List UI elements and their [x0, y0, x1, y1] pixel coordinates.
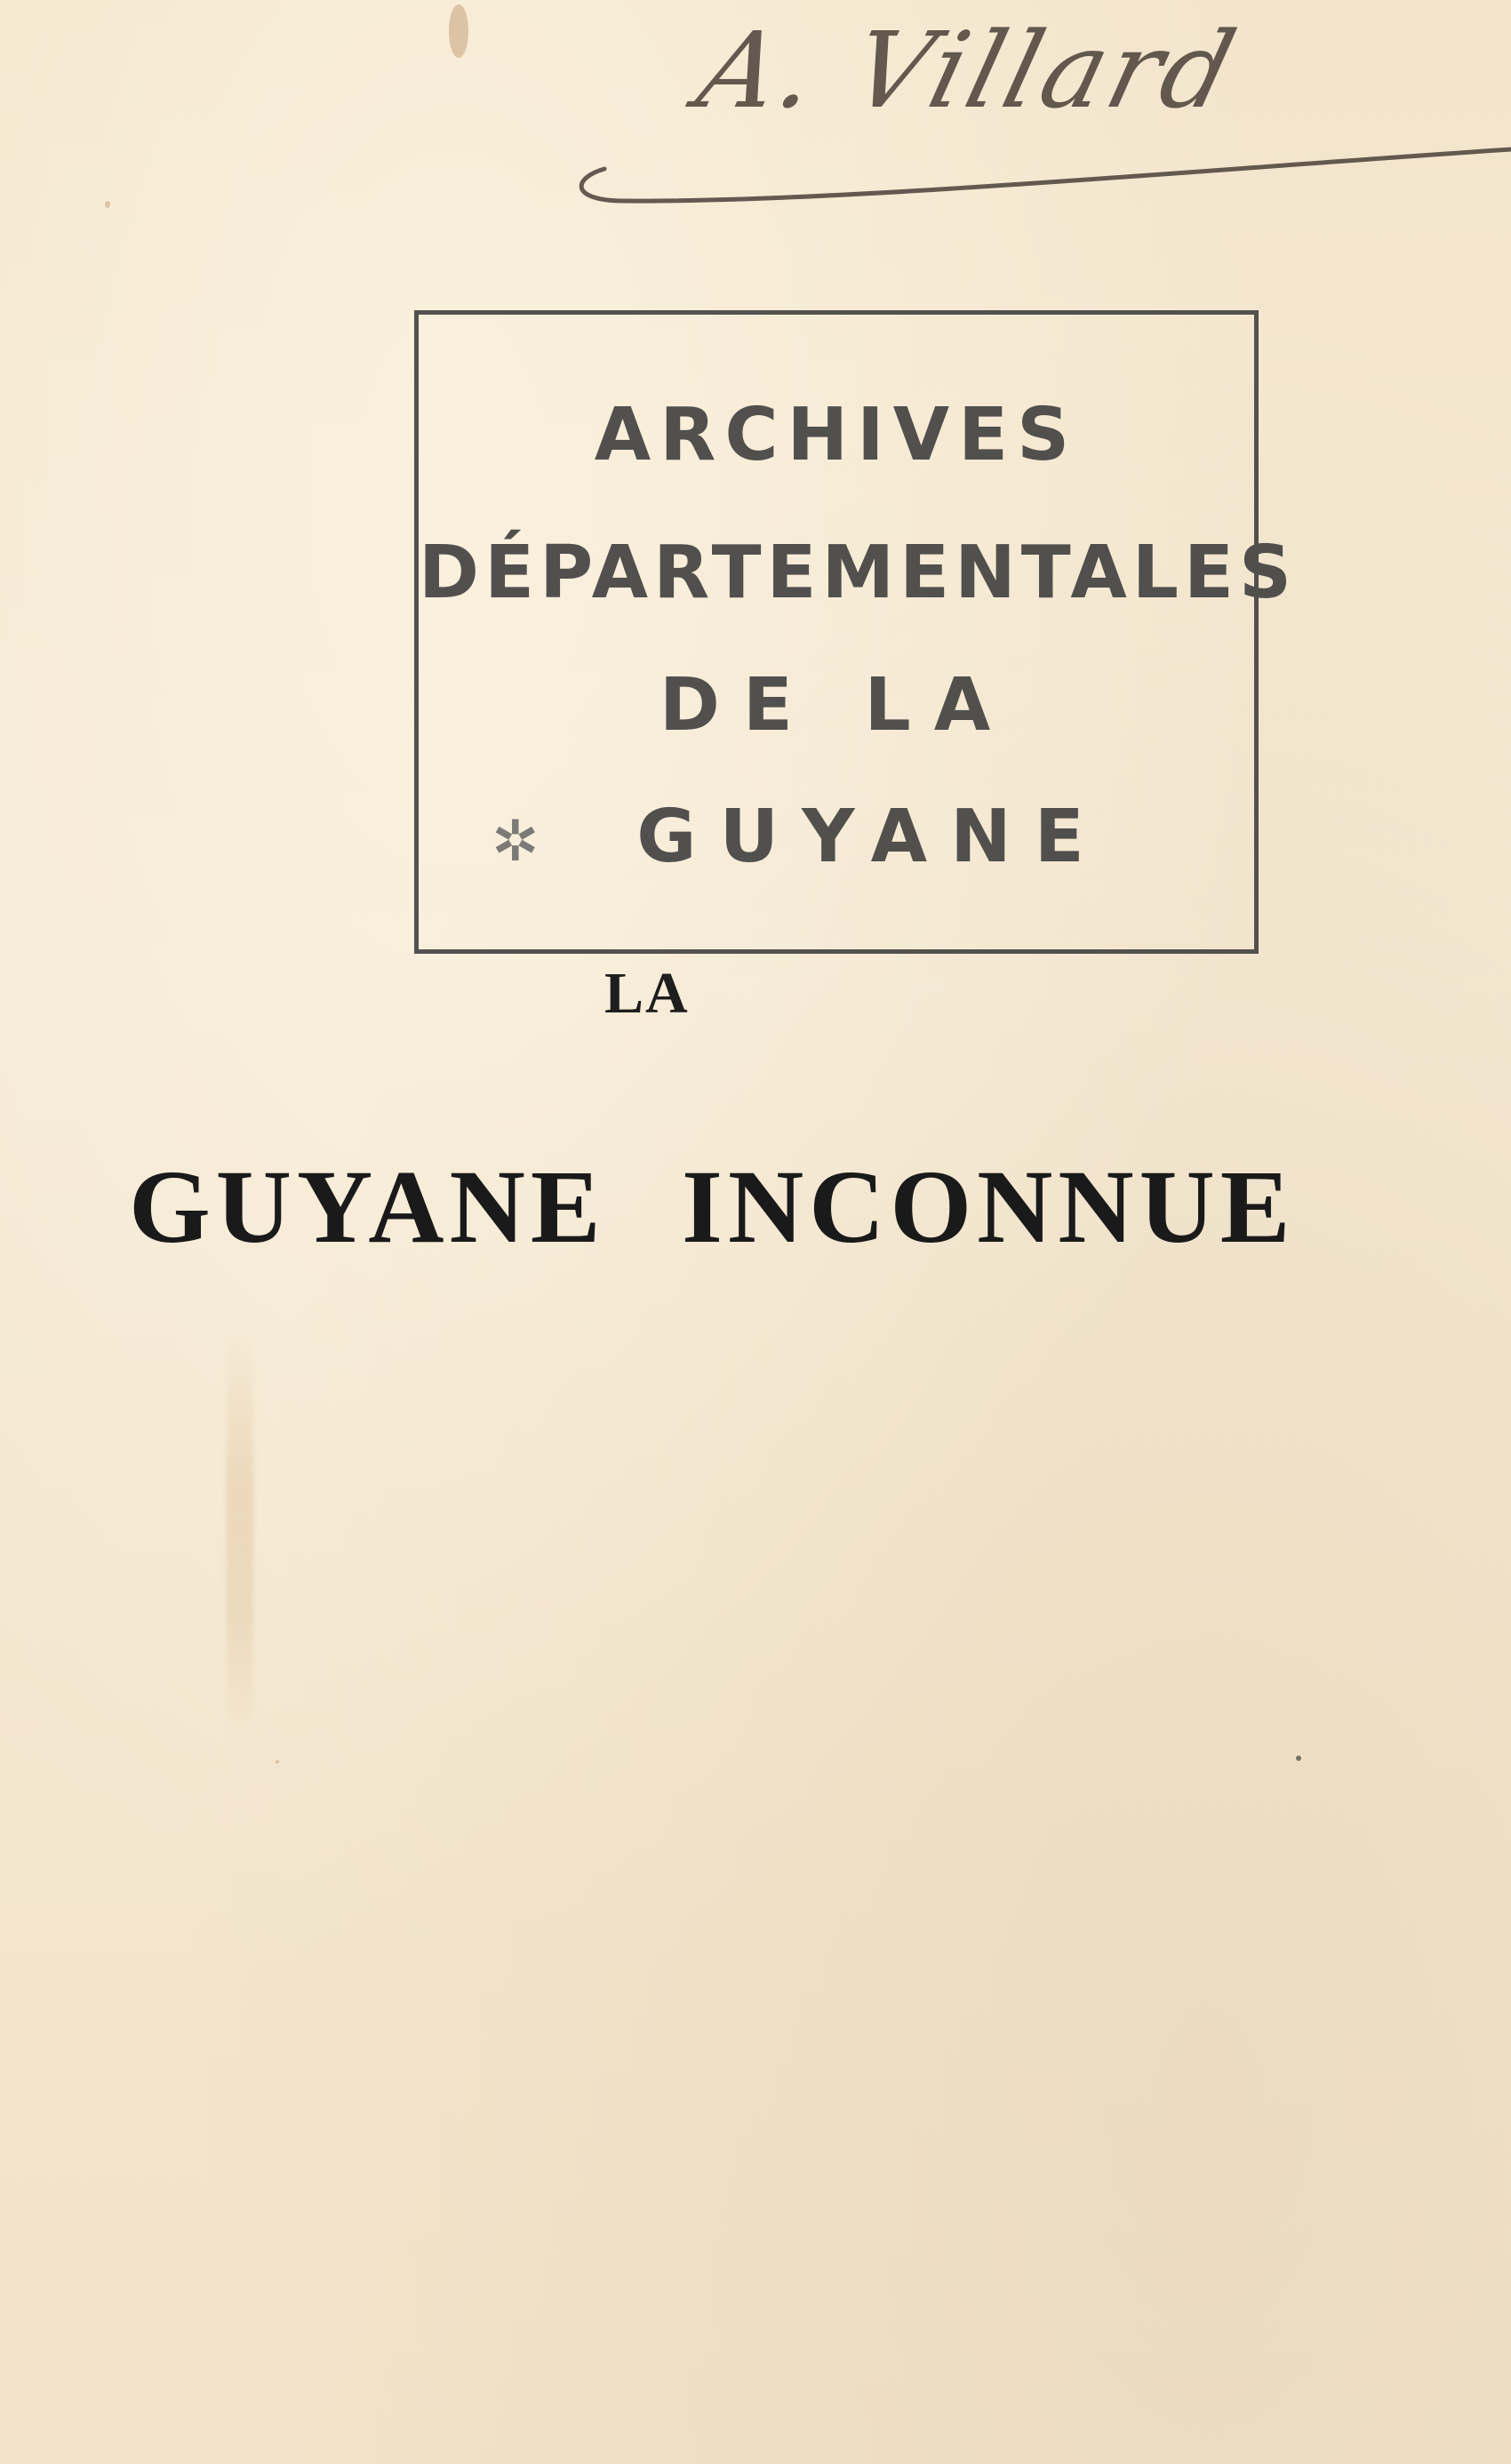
signature-flourish [569, 0, 1511, 222]
page-title: GUYANE INCONNUE [129, 1148, 1296, 1265]
stamp-line-departementales: DÉPARTEMENTALES [419, 531, 1298, 615]
edge-stain [227, 1333, 253, 1733]
signature-text: A. Villard [686, 9, 1251, 132]
foxing-spot [276, 1760, 279, 1764]
archive-stamp [414, 310, 1298, 954]
foxing-spot [449, 4, 468, 58]
handwritten-signature [569, 0, 1511, 222]
title-article: LA [604, 961, 690, 1026]
stamp-line-archives: ARCHIVES [594, 393, 1079, 477]
star-icon: ✲ [492, 809, 540, 875]
foxing-spot [105, 201, 110, 208]
foxing-spot [1296, 1756, 1301, 1761]
stamp-line-guyane: GUYANE [636, 795, 1107, 879]
stamp-line-de-la: DE LA [659, 663, 1014, 748]
